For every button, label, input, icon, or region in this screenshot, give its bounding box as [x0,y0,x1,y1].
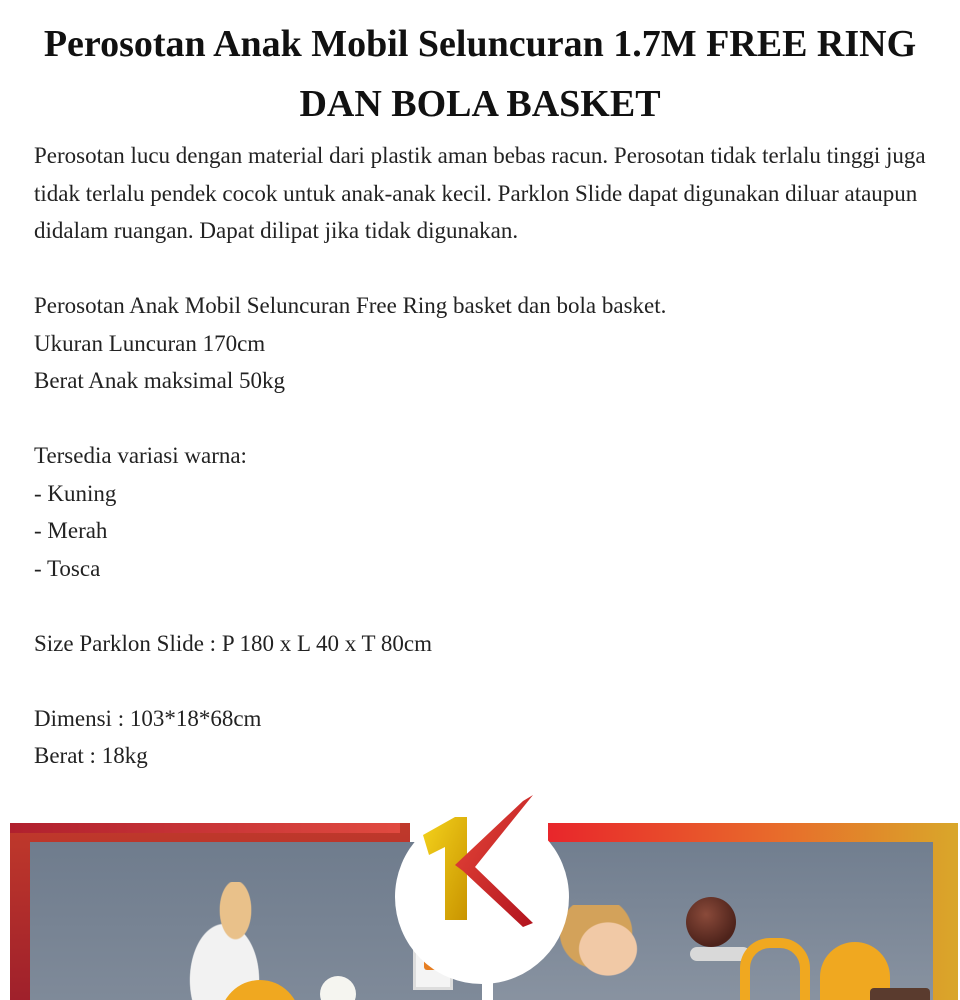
banner-stripe [10,823,400,833]
variant-item: - Merah [34,518,108,543]
basketball [686,897,736,947]
max-weight: Berat Anak maksimal 50kg [34,368,286,393]
slide-size: Ukuran Luncuran 170cm [34,330,266,356]
spacer [34,250,934,288]
product-weight: Berat : 18kg [34,743,148,768]
spacer [34,400,934,438]
variant-item: - Tosca [34,555,101,581]
hoop-stand [740,938,810,1000]
product-description [34,137,934,775]
product-line: Perosotan Anak Mobil Seluncuran Free Ring basket dan bola basket. [34,293,667,318]
variants-heading: Tersedia variasi warna: [34,443,247,468]
product-title: Perosotan Anak Mobil Seluncuran 1.7M FREE RING DAN BOLA BASKET [43,23,917,125]
description-intro: Perosotan lucu dengan material dari plastik aman bebas racun. Perosotan tidak terlalu tinggi juga tidak terlalu pendek cocok untuk anak-anak kecil. Parklon Slide dapat digunakan diluar ataupun didalam ruangan. Dapat dilipat jika tidak digunakan. [34,143,926,243]
child-figure [560,905,680,1000]
1k-logo-icon [415,795,545,935]
product-size: Size Parklon Slide : P 180 x L 40 x T 80cm [34,630,433,656]
variant-item: - Kuning [34,480,117,506]
product-dimension: Dimensi : 103*18*68cm [34,705,262,731]
slide-seat [870,988,930,1000]
spacer [34,662,934,700]
product-banner [0,790,960,1000]
spacer [34,587,934,625]
